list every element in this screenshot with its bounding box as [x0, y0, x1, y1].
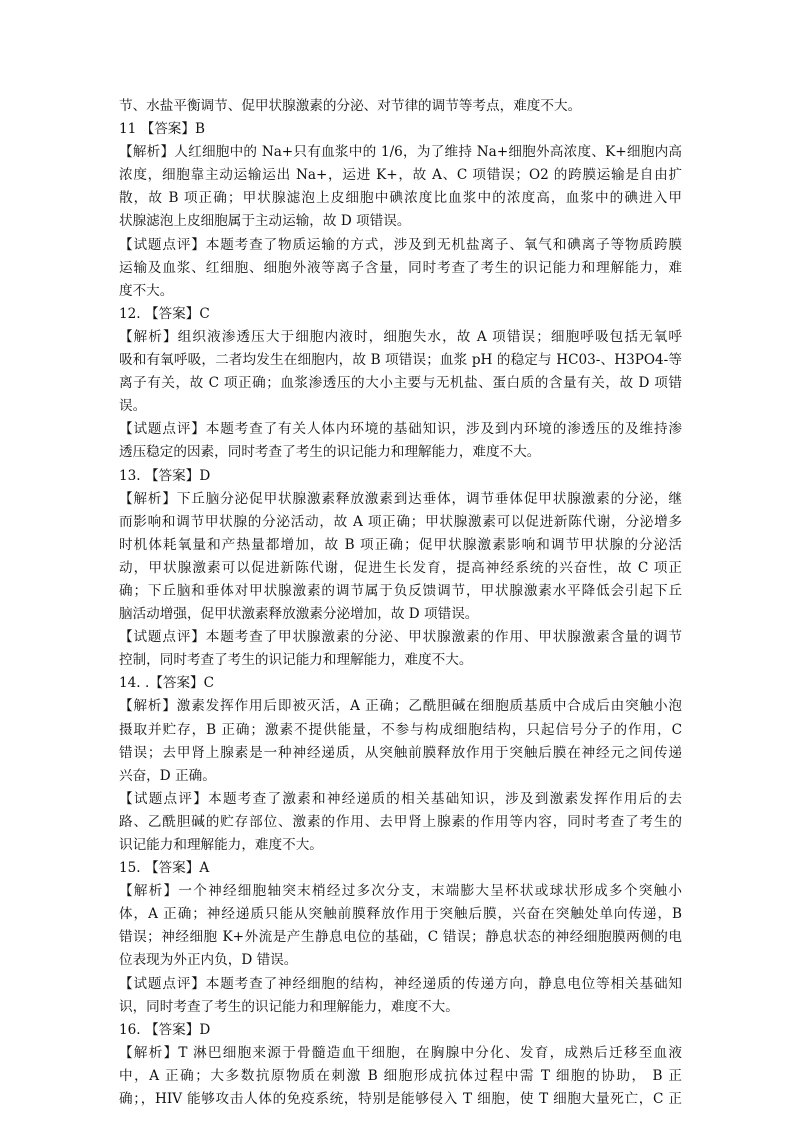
text-line: 透压稳定的因素，同时考查了考生的识记能力和理解能力，难度不大。 [119, 444, 541, 461]
text-line: 错误；神经细胞 K+外流是产生静息电位的基础，C 错误；静息状态的神经细胞膜两侧的电 [119, 929, 682, 946]
text-line: 控制，同时考查了考生的识记能力和理解能力，难度不大。 [119, 652, 473, 669]
text-line: 识，同时考查了考生的识记能力和理解能力，难度不大。 [119, 998, 459, 1015]
text-line: 位表现为外正内负，D 错误。 [119, 952, 298, 969]
text-line: 误。 [119, 398, 147, 415]
text-line: 散，故 B 项正确；甲状腺滤泡上皮细胞中碘浓度比血浆中的浓度高，血浆中的碘进入甲 [119, 190, 682, 207]
text-line: 吸和有氧呼吸，二者均发生在细胞内，故 B 项错误；血浆 pH 的稳定与 HC03-、H3PO4-等 [119, 352, 682, 369]
answer-heading-13: 13. 【答案】D [119, 467, 211, 484]
text-line: 错误；去甲肾上腺素是一种神经递质，从突触前膜释放作用于突触后膜在神经元之间传递 [119, 744, 682, 761]
answer-heading-15: 15. 【答案】A [119, 860, 210, 877]
answer-heading-11: 11 【答案】B [119, 121, 205, 138]
text-line: 【试题点评】本题考查了神经细胞的结构，神经递质的传递方向，静息电位等相关基础知 [119, 975, 682, 992]
text-line: 【试题点评】本题考查了有关人体内环境的基础知识，涉及到内环境的渗透压的及维持渗 [119, 421, 682, 438]
text-line: 识记能力和理解能力，难度不大。 [119, 837, 323, 853]
text-line: 时机体耗氧量和产热量都增加，故 B 项正确；促甲状腺激素影响和调节甲状腺的分泌活 [119, 536, 682, 553]
text-line: 动，甲状腺激素可以促进新陈代谢，促进生长发育，提高神经系统的兴奋性，故 C 项正 [119, 559, 682, 576]
text-line: 体，A 正确；神经递质只能从突触前膜释放作用于突触后膜，兴奋在突触处单向传递，B [119, 906, 682, 923]
text-line: 而影响和调节甲状腺的分泌活动，故 A 项正确；甲状腺激素可以促进新陈代谢，分泌增多 [119, 513, 682, 530]
text-line: 【解析】人红细胞中的 Na+只有血浆中的 1/6，为了维持 Na+细胞外高浓度、K+细胞内高 [119, 144, 682, 161]
text-line: 路、乙酰胆碱的贮存部位、激素的作用、去甲肾上腺素的作用等内容，同时考查了考生的 [119, 813, 682, 830]
text-line: 【解析】下丘脑分泌促甲状腺激素释放激素到达垂体，调节垂体促甲状腺激素的分泌，继 [119, 490, 682, 507]
answer-heading-12: 12. 【答案】C [119, 305, 210, 322]
text-line: 【试题点评】本题考查了甲状腺激素的分泌、甲状腺激素的作用、甲状腺激素含量的调节 [119, 629, 682, 646]
text-line: 状腺滤泡上皮细胞属于主动运输，故 D 项错误。 [119, 213, 411, 230]
text-line: 运输及血浆、红细胞、细胞外液等离子含量，同时考查了考生的识记能力和理解能力，难 [119, 259, 682, 276]
text-line: 中，A 正确；大多数抗原物质在刺激 B 细胞形成抗体过程中需 T 细胞的协助， B 正 [119, 1067, 682, 1084]
text-line: 【试题点评】本题考查了物质运输的方式，涉及到无机盐离子、氧气和碘离子等物质跨膜 [119, 236, 682, 253]
text-line: 浓度，细胞靠主动运输运出 Na+，运进 K+，故 A、C 项错误；O2 的跨膜运输是自由扩 [119, 167, 682, 184]
text-line: 确；，HIV 能够攻击人体的免疫系统，特别是能够侵入 T 细胞，使 T 细胞大量死亡，C 正 [119, 1091, 682, 1108]
text-line: 节、水盐平衡调节、促甲状腺激素的分泌、对节律的调节等考点，难度不大。 [119, 98, 582, 114]
text-line: 确；下丘脑和垂体对甲状腺激素的调节属于负反馈调节，甲状腺激素水平降低会引起下丘 [119, 582, 682, 599]
text-line: 【解析】T 淋巴细胞来源于骨髓造血干细胞，在胸腺中分化、发育，成熟后迁移至血液 [119, 1044, 682, 1061]
document-page [119, 95, 682, 1111]
text-line: 离子有关，故 C 项正确；血浆渗透压的大小主要与无机盐、蛋白质的含量有关，故 D 项错 [119, 375, 682, 392]
text-line: 【解析】组织液渗透压大于细胞内液时，细胞失水，故 A 项错误；细胞呼吸包括无氧呼 [119, 328, 682, 345]
answer-heading-16: 16. 【答案】D [119, 1021, 211, 1038]
text-line: 脑活动增强，促甲状激素释放激素分泌增加，故 D 项错误。 [119, 606, 479, 623]
text-line: 【试题点评】本题考查了激素和神经递质的相关基础知识，涉及到激素发挥作用后的去 [119, 790, 682, 807]
text-line: 摄取并贮存，B 正确；激素不提供能量，不参与构成细胞结构，只起信号分子的作用，C [119, 721, 682, 738]
text-line: 【解析】激素发挥作用后即被灭活，A 正确；乙酰胆碱在细胞质基质中合成后由突触小泡 [119, 698, 682, 715]
answer-heading-14: 14. .【答案】C [119, 675, 215, 692]
text-line: 【解析】一个神经细胞轴突末梢经过多次分支，末端膨大呈杯状或球状形成多个突触小 [119, 883, 682, 900]
text-line: 度不大。 [119, 282, 174, 299]
text-line: 兴奋，D 正确。 [119, 767, 216, 784]
